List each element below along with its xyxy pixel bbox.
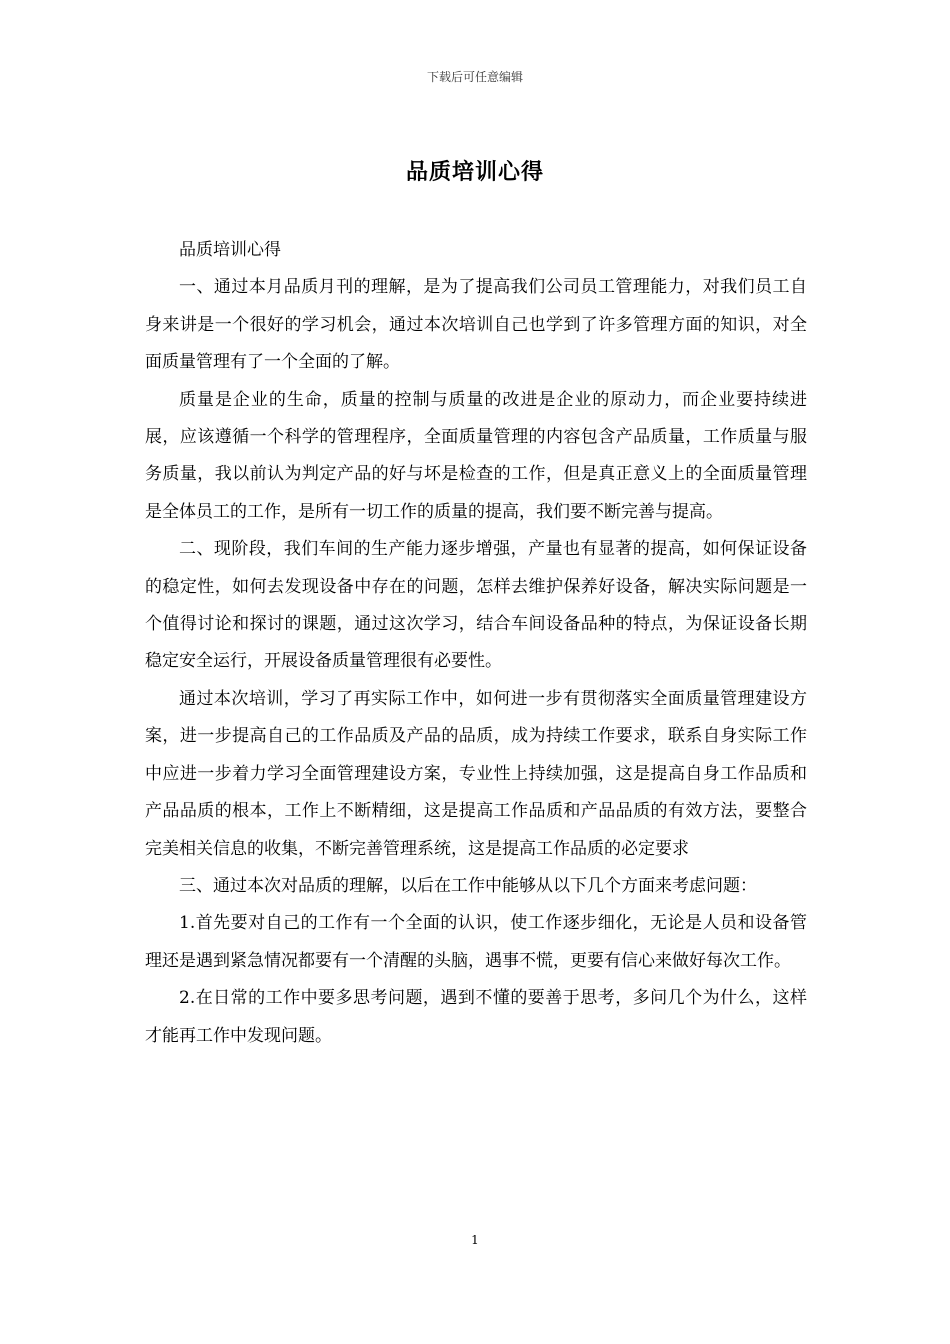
paragraph: 2.在日常的工作中要多思考问题，遇到不懂的要善于思考，多问几个为什么，这样才能再工作中发现问题。 [145, 988, 807, 1046]
paragraph: 通过本次培训，学习了再实际工作中，如何进一步有贯彻落实全面质量管理建设方案，进一步提高自己的工作品质及产品的品质，成为持续工作要求，联系自身实际工作中应进一步着力学习全面管理建设方案，专业性上持续加强，这是提高自身工作品质和产品品质的根本，工作上不断精细，这是提高工作品质和产品品质的有效方法，要整合完美相关信息的收集，不断完善管理系统，这是提高工作品质的必定要求 [145, 688, 807, 859]
page-number: 1 [471, 1233, 479, 1247]
paragraph-subtitle: 品质培训心得 [179, 240, 281, 260]
paragraph: 二、现阶段，我们车间的生产能力逐步增强，产量也有显著的提高，如何保证设备的稳定性，如何去发现设备中存在的问题，怎样去维护保养好设备，解决实际问题是一个值得讨论和探讨的课题，通过这次学习，结合车间设备品种的特点，为保证设备长期稳定安全运行，开展设备质量管理很有必要性。 [145, 539, 807, 672]
document-title: 品质培训心得 [405, 159, 544, 185]
paragraph: 1.首先要对自己的工作有一个全面的认识，使工作逐步细化，无论是人员和设备管理还是遇到紧急情况都要有一个清醒的头脑，遇事不慌，更要有信心来做好每次工作。 [145, 913, 807, 971]
header-note: 下载后可任意编辑 [426, 70, 523, 84]
paragraph: 三、通过本次对品质的理解，以后在工作中能够从以下几个方面来考虑问题： [179, 875, 757, 896]
document-body [145, 232, 807, 1055]
paragraph: 质量是企业的生命，质量的控制与质量的改进是企业的原动力，而企业要持续进展，应该遵循一个科学的管理程序，全面质量管理的内容包含产品质量，工作质量与服务质量，我以前认为判定产品的好与坏是检查的工作，但是真正意义上的全面质量管理是全体员工的工作，是所有一切工作的质量的提高，我们要不断完善与提高。 [145, 389, 807, 522]
paragraph: 一、通过本月品质月刊的理解，是为了提高我们公司员工管理能力，对我们员工自身来讲是一个很好的学习机会，通过本次培训自己也学到了许多管理方面的知识，对全面质量管理有了一个全面的了解。 [145, 277, 807, 373]
